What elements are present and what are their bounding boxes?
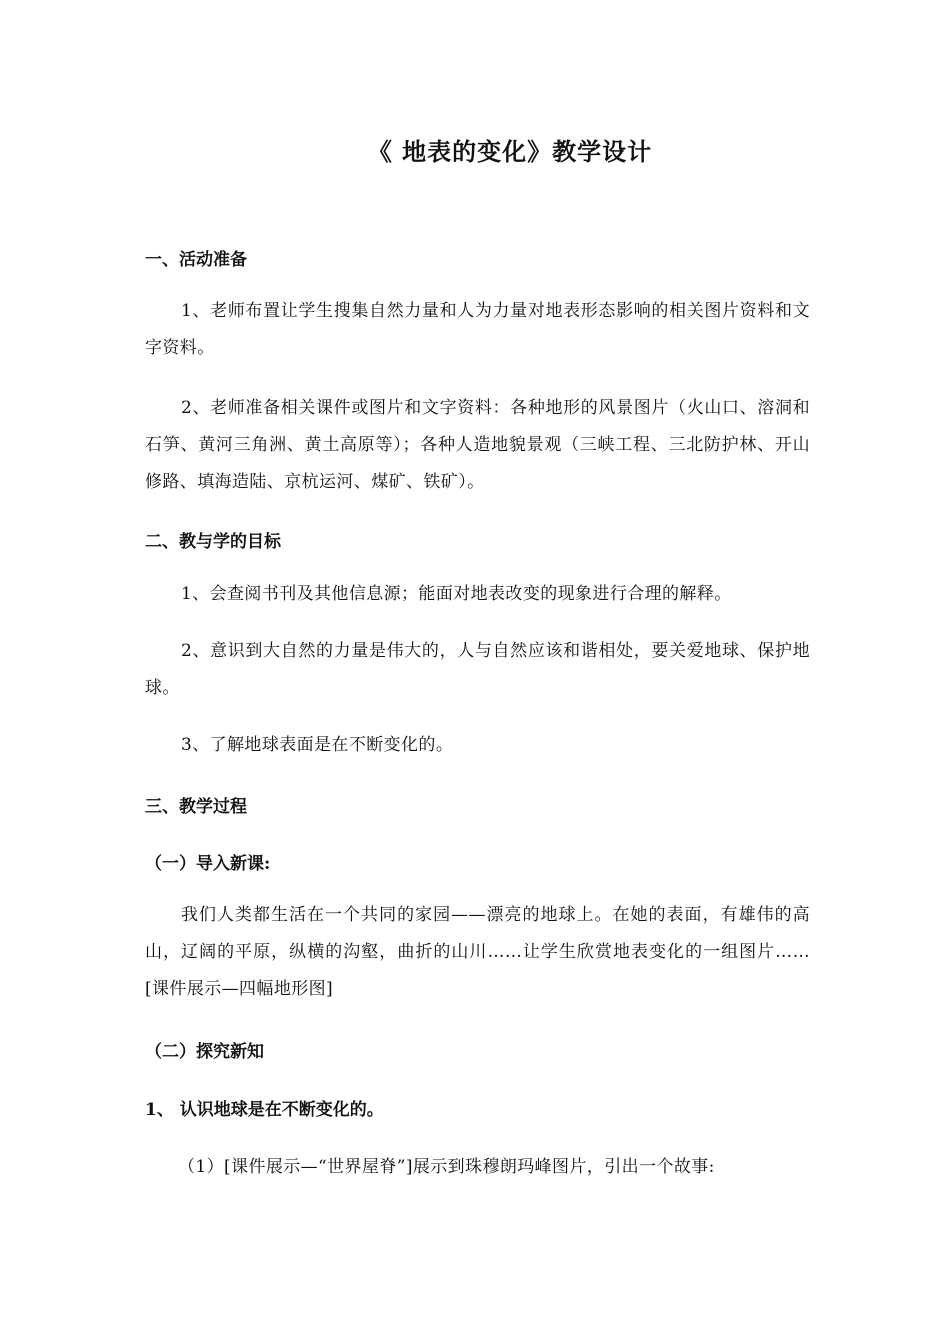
paragraph-intro: 我们人类都生活在一个共同的家园——漂亮的地球上。在她的表面，有雄伟的高山，辽阔的平原，纵横的沟壑，曲折的山川……让学生欣赏地表变化的一组图片……[课件展示—四幅地形图] <box>145 905 810 999</box>
subsection-heading-explore: （二）探究新知 <box>145 1042 264 1062</box>
paragraph-point-1-item-1: （1）[课件展示—“世界屋脊”]展示到珠穆朗玛峰图片，引出一个故事: <box>178 1157 715 1177</box>
paragraph-objective-3: 3、了解地球表面是在不断变化的。 <box>181 735 454 755</box>
paragraph-preparation-1: 1、老师布置让学生搜集自然力量和人为力量对地表形态影响的相关图片资料和文字资料。 <box>145 301 810 358</box>
section-heading-preparation: 一、活动准备 <box>145 250 247 270</box>
subsection-heading-intro: （一）导入新课: <box>145 854 271 874</box>
paragraph-preparation-2: 2、老师准备相关课件或图片和文字资料：各种地形的风景图片（火山口、溶洞和石笋、黄河三角洲、黄土高原等）；各种人造地貌景观（三峡工程、三北防护林、开山修路、填海造陆、京杭运河、煤矿、铁矿）。 <box>145 398 810 492</box>
paragraph-objective-1: 1、会查阅书刊及其他信息源；能面对地表改变的现象进行合理的解释。 <box>181 584 732 604</box>
point-heading-earth-changing: 1、 认识地球是在不断变化的。 <box>145 1100 384 1120</box>
paragraph-objective-2: 2、意识到大自然的力量是伟大的，人与自然应该和谐相处，要关爱地球、保护地球。 <box>145 641 810 698</box>
document-title: 《 地表的变化》教学设计 <box>367 137 653 166</box>
section-heading-objectives: 二、教与学的目标 <box>145 532 281 552</box>
section-heading-process: 三、教学过程 <box>145 797 247 817</box>
